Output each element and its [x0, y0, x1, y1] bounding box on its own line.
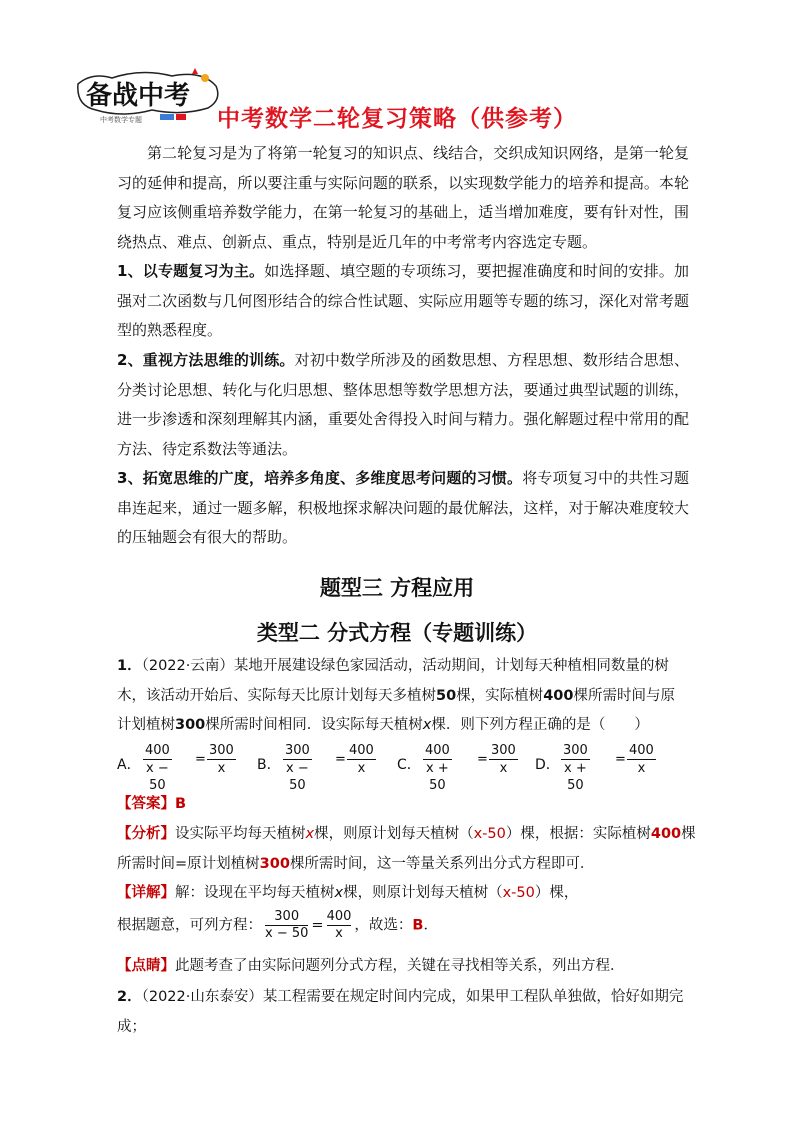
question-2: [117, 983, 689, 1042]
detail-text-b: 棵，则原计划每天植树（: [343, 885, 503, 901]
strategy-1-text: 如选择题、填空题的专项练习，要把握准确度和时间的安排。加强对二次函数与几何图形结合的综合性试题、实际应用题等专题的练习，深化对常考题型的熟悉程度。: [117, 262, 689, 339]
fraction-numerator: 300: [209, 743, 234, 758]
fraction-numerator: 400: [145, 743, 170, 758]
fraction-denominator: x: [347, 759, 376, 777]
choice-letter: D．: [535, 757, 560, 773]
question-1-text-a: 某地开展建设绿色家园活动，活动期间，计划每天种植相同数量的树木，该活动开始后、实际每天比原计划每天多植树: [117, 658, 669, 704]
detail-text-a: 解：设现在平均每天植树: [175, 885, 335, 901]
detail-text-f: ，故选：: [354, 917, 413, 933]
section-title: 题型三 方程应用: [319, 576, 475, 600]
fraction-left: [143, 742, 172, 794]
fraction-denominator: x − 50: [265, 925, 309, 941]
fraction-numerator: 300: [491, 743, 516, 758]
choice-letter: A．: [117, 757, 141, 773]
fraction-numerator: 400: [349, 743, 374, 758]
choice-list: [117, 742, 689, 793]
detail-block: [117, 879, 697, 942]
question-1-text-e: 棵．则下列方程正确的是（ ）: [431, 717, 649, 733]
question-1-text-b: 棵，实际植树: [456, 687, 544, 704]
fraction-numerator: 300: [274, 908, 300, 924]
detail-text-e: 根据题意，可列方程：: [117, 917, 262, 933]
equals-sign: =: [311, 917, 324, 933]
equals-sign: =: [477, 752, 488, 767]
fraction-right: [489, 742, 518, 777]
equals-sign: =: [615, 752, 626, 767]
strategy-3: [117, 464, 689, 553]
section-subtitle: 类型二 分式方程（专题训练）: [256, 621, 538, 645]
question-1-var: x: [422, 717, 432, 733]
analysis-text-f: 棵所需时间=原计划植树: [117, 826, 696, 872]
question-1-source: （2022·云南）: [141, 658, 234, 674]
fraction-numerator: 400: [326, 908, 352, 924]
fraction-denominator: x: [207, 759, 236, 777]
fraction-numerator: 300: [285, 743, 310, 758]
strategy-2-text: 对初中数学所涉及的函数思想、方程思想、数形结合思想、分类讨论思想、转化与化归思想、整体思想等数学思想方法，要通过典型试题的训练，进一步渗透和深刻理解其内涵，重要处舍得投入时间与精力。强化解题过程中常用的配方法、待定系数法等通法。: [117, 351, 689, 458]
intro-paragraph: 第二轮复习是为了将第一轮复习的知识点、线结合，交织成知识网络，是第一轮复习的延伸和提高，所以要注重与实际问题的联系，以实现数学能力的培养和提高。本轮复习应该侧重培养数学能力，在第一轮复习的基础上，适当增加难度，要有针对性，围绕热点、难点、创新点、重点，特别是近几年的中考常考内容选定专题。: [117, 144, 689, 251]
fraction-left: [283, 742, 312, 794]
strategy-3-lead: 3、拓宽思维的广度，培养多角度、多维度思考问题的习惯。: [117, 469, 523, 487]
strategy-2-lead: 2、重视方法思维的训练。: [117, 351, 295, 369]
answer-value: B: [175, 796, 187, 812]
analysis-text-b: 棵，则原计划每天植树（: [314, 826, 474, 842]
choice-letter: C．: [397, 757, 421, 773]
detail-expr: x-50: [502, 885, 535, 901]
question-2-source: （2022·山东泰安）: [141, 989, 263, 1005]
equals-sign: =: [335, 752, 346, 767]
point-block: [117, 952, 697, 982]
question-1-n400: 400: [543, 687, 574, 704]
detail-text-h: ．: [423, 917, 438, 933]
detail-label: 【详解】: [117, 885, 175, 901]
fraction-denominator: x − 50: [283, 759, 312, 794]
answer-label: 【答案】: [117, 796, 175, 812]
fraction-numerator: 300: [563, 743, 588, 758]
strategy-1-lead: 1、以专题复习为主。: [117, 262, 265, 280]
fraction-numerator: 400: [629, 743, 654, 758]
analysis-block: [117, 820, 697, 879]
fraction-left: [423, 742, 452, 794]
analysis-text-d: ）棵，根据：实际植树: [505, 826, 651, 842]
question-2-number: 2．: [117, 989, 142, 1005]
analysis-text-a: 设实际平均每天植树: [175, 826, 306, 842]
question-2-text: 某工程需要在规定时间内完成，如果甲工程队单独做，恰好如期完成；: [117, 989, 684, 1035]
question-1-text-d: 棵所需时间相同．设实际每天植树: [205, 717, 423, 733]
strategy-1: [117, 257, 689, 346]
fraction-denominator: x: [327, 925, 352, 942]
fraction-right: [627, 742, 656, 777]
question-1-number: 1．: [117, 658, 142, 674]
question-1-n300: 300: [175, 717, 206, 733]
analysis-label: 【分析】: [117, 826, 175, 842]
strategy-2: [117, 346, 689, 464]
fraction-numerator: 400: [425, 743, 450, 758]
detail-var: x: [334, 885, 344, 901]
point-label: 【点睛】: [117, 958, 175, 974]
logo-subtext: 中考数学专题: [100, 116, 142, 124]
point-text: 此题考查了由实际问题列分式方程，关键在寻找相等关系，列出方程．: [175, 958, 625, 974]
fraction-right: [347, 742, 376, 777]
analysis-var: x: [305, 826, 315, 842]
choice-letter: B．: [257, 757, 281, 773]
detail-fraction-right: [327, 909, 352, 942]
fraction-denominator: x: [489, 759, 518, 777]
detail-fraction-left: [265, 909, 308, 942]
logo-text: 备战中考: [86, 81, 191, 111]
equals-sign: =: [195, 752, 206, 767]
fraction-denominator: x + 50: [561, 759, 590, 794]
question-1-n50: 50: [436, 687, 457, 704]
fraction-denominator: x − 50: [143, 759, 172, 794]
fraction-denominator: x + 50: [423, 759, 452, 794]
page-title: 中考数学二轮复习策略（供参考）: [217, 106, 577, 132]
strategy-3-text: 将专项复习中的共性习题串连起来，通过一题多解，积极地探求解决问题的最优解法，这样，对于解决难度较大的压轴题会有很大的帮助。: [117, 469, 689, 546]
analysis-expr: x-50: [473, 826, 506, 842]
question-1: [117, 652, 689, 741]
detail-answer: B: [412, 917, 424, 933]
fraction-right: [207, 742, 236, 777]
fraction-left: [561, 742, 590, 794]
answer-line: [117, 790, 697, 820]
fraction-denominator: x: [627, 759, 656, 777]
analysis-n400: 400: [650, 826, 682, 842]
analysis-n300: 300: [259, 855, 290, 872]
analysis-text-h: 棵所需时间，这一等量关系列出分式方程即可．: [289, 855, 595, 872]
question-1-text-c: 棵所需时间与原计划植树: [117, 687, 675, 733]
detail-text-d: ）棵，: [534, 885, 579, 901]
